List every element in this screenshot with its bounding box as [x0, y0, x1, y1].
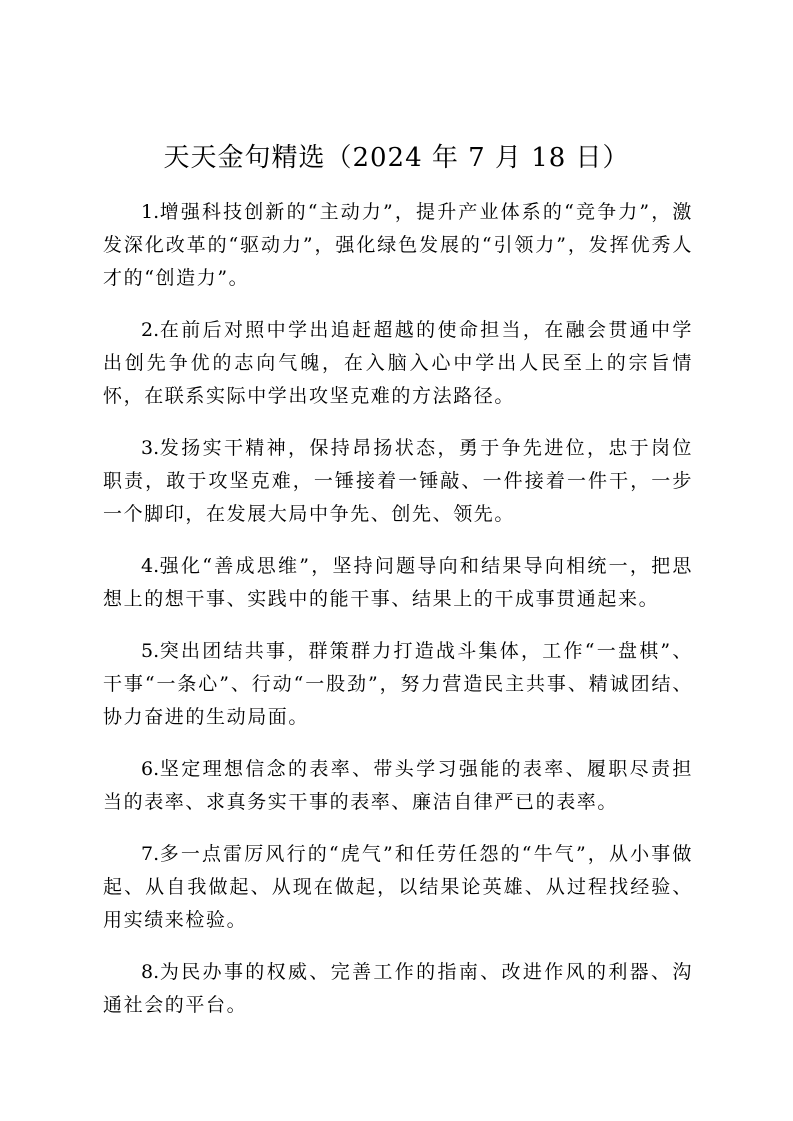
quote-list [103, 196, 693, 1041]
item-number: 7. [141, 843, 160, 865]
item-text: 坚定理想信念的表率、带头学习强能的表率、履职尽责担当的表率、求真务实干事的表率、廉洁自律严已的表率。 [103, 758, 693, 813]
item-text: 在前后对照中学出追赶超越的使命担当，在融会贯通中学出创先争优的志向气魄，在入脑入心中学出人民至上的宗旨情怀，在联系实际中学出攻坚克难的方法路径。 [103, 319, 693, 407]
list-item [103, 956, 693, 1022]
item-text: 强化“善成思维”，坚持问题导向和结果导向相统一，把思想上的想干事、实践中的能干事、结果上的干成事贯通起来。 [103, 555, 693, 610]
item-text: 多一点雷厉风行的“虎气”和任劳任怨的“牛气”，从小事做起、从自我做起、从现在做起，以结果论英雄、从过程找经验、用实绩来检验。 [103, 843, 693, 931]
page-title: 天天金句精选（2024 年 7 月 18 日） [163, 143, 630, 173]
item-number: 6. [141, 758, 160, 780]
item-text: 增强科技创新的“主动力”，提升产业体系的“竞争力”，激发深化改革的“驱动力”，强化绿色发展的“引领力”，发挥优秀人才的“创造力”。 [103, 201, 693, 289]
list-item [103, 314, 693, 413]
list-item [103, 550, 693, 616]
list-item [103, 432, 693, 531]
item-number: 4. [141, 555, 160, 577]
item-text: 突出团结共事，群策群力打造战斗集体，工作“一盘棋”、干事“一条心”、行动“一股劲”，努力营造民主共事、精诚团结、协力奋进的生动局面。 [103, 640, 693, 728]
list-item [103, 838, 693, 937]
item-number: 1. [141, 201, 160, 223]
list-item [103, 753, 693, 819]
list-item [103, 196, 693, 295]
list-item [103, 635, 693, 734]
item-number: 5. [141, 640, 160, 662]
item-number: 8. [141, 961, 160, 983]
item-number: 2. [141, 319, 160, 341]
item-text: 发扬实干精神，保持昂扬状态，勇于争先进位，忠于岗位职责，敢于攻坚克难，一锤接着一锤敲、一件接着一件干，一步一个脚印，在发展大局中争先、创先、领先。 [103, 437, 693, 525]
item-number: 3. [141, 437, 160, 459]
item-text: 为民办事的权威、完善工作的指南、改进作风的利器、沟通社会的平台。 [103, 961, 693, 1016]
